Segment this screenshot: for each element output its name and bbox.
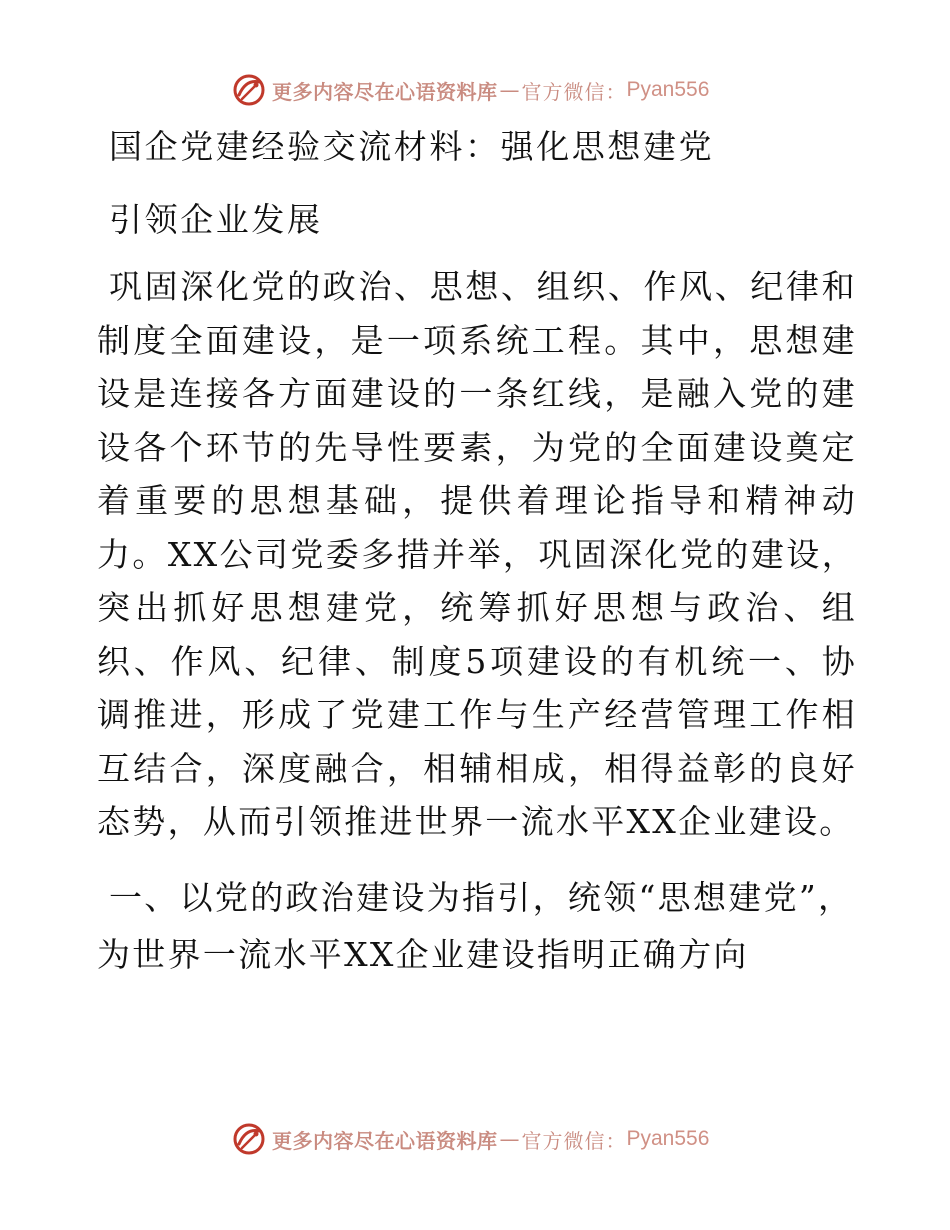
footer-watermark: [232, 1122, 709, 1156]
brand-logo-icon: [232, 1122, 266, 1156]
watermark-brand-text: 更多内容尽在心语资料库: [272, 1128, 498, 1153]
watermark-wechat-id: Pyan556: [626, 1127, 710, 1150]
watermark-wechat-id: Pyan556: [626, 78, 710, 101]
watermark-brand-text: 更多内容尽在心语资料库: [272, 79, 498, 104]
brand-logo-icon: [232, 73, 266, 107]
watermark-dash: —: [499, 1127, 520, 1151]
section-heading-1: 一、以党的政治建设为指引，统领“思想建党”，为世界一流水平XX企业建设指明正确方向: [97, 877, 854, 974]
document-title-line2: 引领企业发展: [109, 200, 323, 239]
document-body: [97, 120, 857, 983]
watermark-wechat-label: 官方微信：: [521, 79, 627, 104]
watermark-dash: —: [499, 78, 520, 102]
intro-paragraph: 巩固深化党的政治、思想、组织、作风、纪律和制度全面建设，是一项系统工程。其中，思想建设是连接各方面建设的一条红线，是融入党的建设各个环节的先导性要素，为党的全面建设奠定着重要的思想基础，提供着理论指导和精神动力。XX公司党委多措并举，巩固深化党的建设，突出抓好思想建党，统筹抓好思想与政治、组织、作风、纪律、制度5项建设的有机统一、协调推进，形成了党建工作与生产经营管理工作相互结合，深度融合，相辅相成，相得益彰的良好态势，从而引领推进世界一流水平XX企业建设。: [97, 267, 857, 841]
document-title-line1: 国企党建经验交流材料：强化思想建党: [109, 127, 715, 166]
watermark-wechat-label: 官方微信：: [521, 1128, 627, 1153]
header-watermark: [232, 73, 709, 107]
